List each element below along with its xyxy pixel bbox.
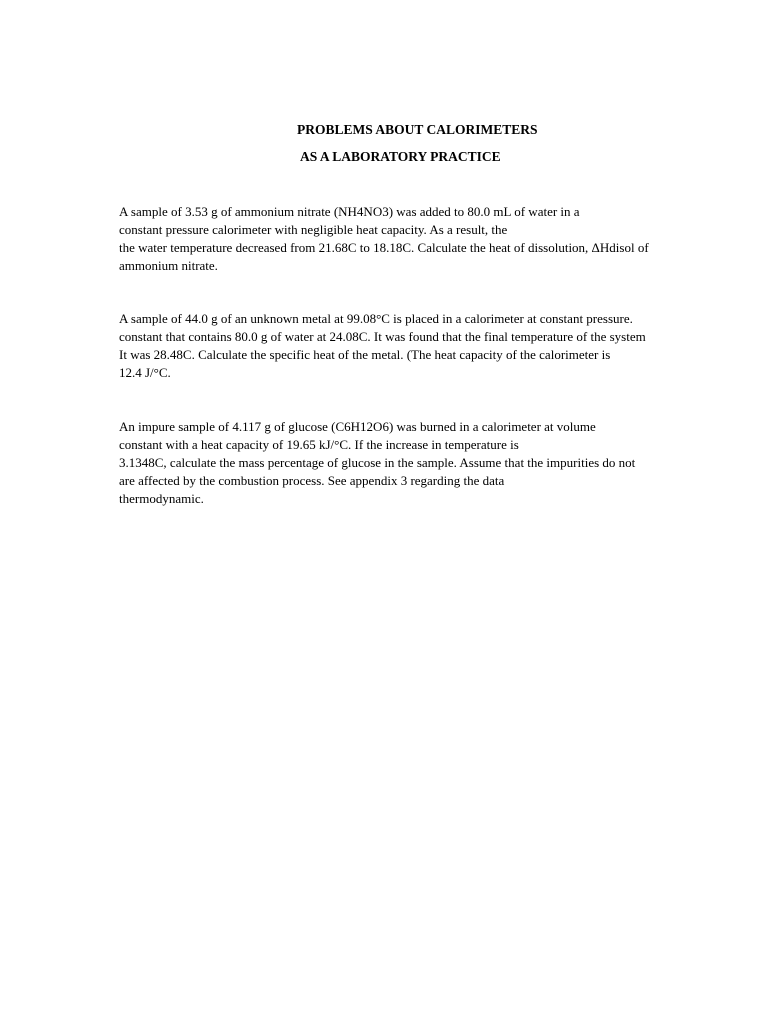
- paragraph-line: A sample of 44.0 g of an unknown metal at 99.08°C is placed in a calorimeter at constant pressure.: [119, 311, 633, 326]
- paragraph-line: It was 28.48C. Calculate the specific heat of the metal. (The heat capacity of the calorimeter is: [119, 347, 611, 362]
- problem-paragraph-1: [119, 203, 699, 275]
- paragraph-line: thermodynamic.: [119, 491, 204, 506]
- paragraph-line: the water temperature decreased from 21.68C to 18.18C. Calculate the heat of dissolution, ΔHdisol of: [119, 240, 649, 255]
- problem-paragraph-3: [119, 418, 699, 508]
- document-title-line-1: PROBLEMS ABOUT CALORIMETERS: [297, 122, 538, 137]
- paragraph-line: constant that contains 80.0 g of water at 24.08C. It was found that the final temperature of the system: [119, 329, 646, 344]
- paragraph-line: A sample of 3.53 g of ammonium nitrate (NH4NO3) was added to 80.0 mL of water in a: [119, 204, 580, 219]
- paragraph-line: 12.4 J/°C.: [119, 365, 171, 380]
- problem-paragraph-2: [119, 310, 699, 382]
- paragraph-line: ammonium nitrate.: [119, 258, 218, 273]
- paragraph-line: constant with a heat capacity of 19.65 kJ/°C. If the increase in temperature is: [119, 437, 519, 452]
- paragraph-line: 3.1348C, calculate the mass percentage of glucose in the sample. Assume that the impurities do not: [119, 455, 636, 470]
- paragraph-line: constant pressure calorimeter with negligible heat capacity. As a result, the: [119, 222, 508, 237]
- paragraph-line: An impure sample of 4.117 g of glucose (C6H12O6) was burned in a calorimeter at volume: [119, 419, 596, 434]
- paragraph-line: are affected by the combustion process. See appendix 3 regarding the data: [119, 473, 505, 488]
- document-title-line-2: AS A LABORATORY PRACTICE: [300, 149, 501, 164]
